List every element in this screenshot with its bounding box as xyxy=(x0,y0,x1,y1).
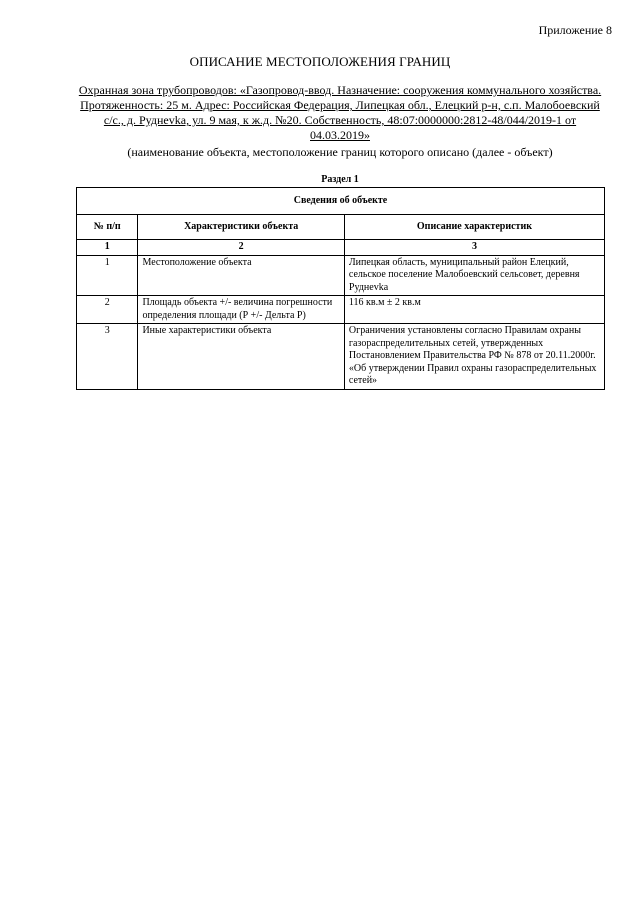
row-num: 2 xyxy=(77,296,138,324)
column-number-row xyxy=(77,240,605,256)
header-num: № п/п xyxy=(77,215,138,240)
header-description: Описание характеристик xyxy=(344,215,604,240)
row-description: Ограничения установлены согласно Правилам охраны газораспределительных сетей, утвержденных Постановлением Правительства РФ № 878 от 20.11.2000г. «Об утверждении Правил охраны газораспределительных сетей» xyxy=(344,324,604,390)
row-num: 1 xyxy=(77,255,138,296)
table-caption-row xyxy=(77,188,605,215)
object-description: Охранная зона трубопроводов: «Газопровод-ввод. Назначение: сооружения коммунального хозяйства. Протяженность: 25 м. Адрес: Российская Федерация, Липецкая обл., Елецкий р-н, с.п. Малобоевский с/с., д. Руднevka, ул. 9 мая, к ж.д. №20. Собственность, 48:07:0000000:2812-48/044/2019-1 от 04.03.2019» xyxy=(78,83,602,142)
section-label: Раздел 1 xyxy=(321,174,359,185)
header-characteristic: Характеристики объекта xyxy=(138,215,344,240)
row-characteristic: Местоположение объекта xyxy=(138,255,344,296)
table-header-row xyxy=(77,215,605,240)
column-number: 2 xyxy=(138,240,344,256)
table-caption: Сведения об объекте xyxy=(77,188,605,215)
column-number: 3 xyxy=(344,240,604,256)
row-description: 116 кв.м ± 2 кв.м xyxy=(344,296,604,324)
row-num: 3 xyxy=(77,324,138,390)
object-info-table xyxy=(76,187,605,390)
table-row xyxy=(77,324,605,390)
appendix-label: Приложение 8 xyxy=(538,23,612,37)
table-row xyxy=(77,296,605,324)
row-characteristic: Площадь объекта +/- величина погрешности определения площади (Р +/- Дельта Р) xyxy=(138,296,344,324)
object-description-note: (наименование объекта, местоположение границ которого описано (далее - объект) xyxy=(127,145,553,159)
row-description: Липецкая область, муниципальный район Елецкий, сельское поселение Малобоевский сельсовет, деревня Руднevka xyxy=(344,255,604,296)
table-row xyxy=(77,255,605,296)
document-title: ОПИСАНИЕ МЕСТОПОЛОЖЕНИЯ ГРАНИЦ xyxy=(189,54,451,69)
row-characteristic: Иные характеристики объекта xyxy=(138,324,344,390)
column-number: 1 xyxy=(77,240,138,256)
